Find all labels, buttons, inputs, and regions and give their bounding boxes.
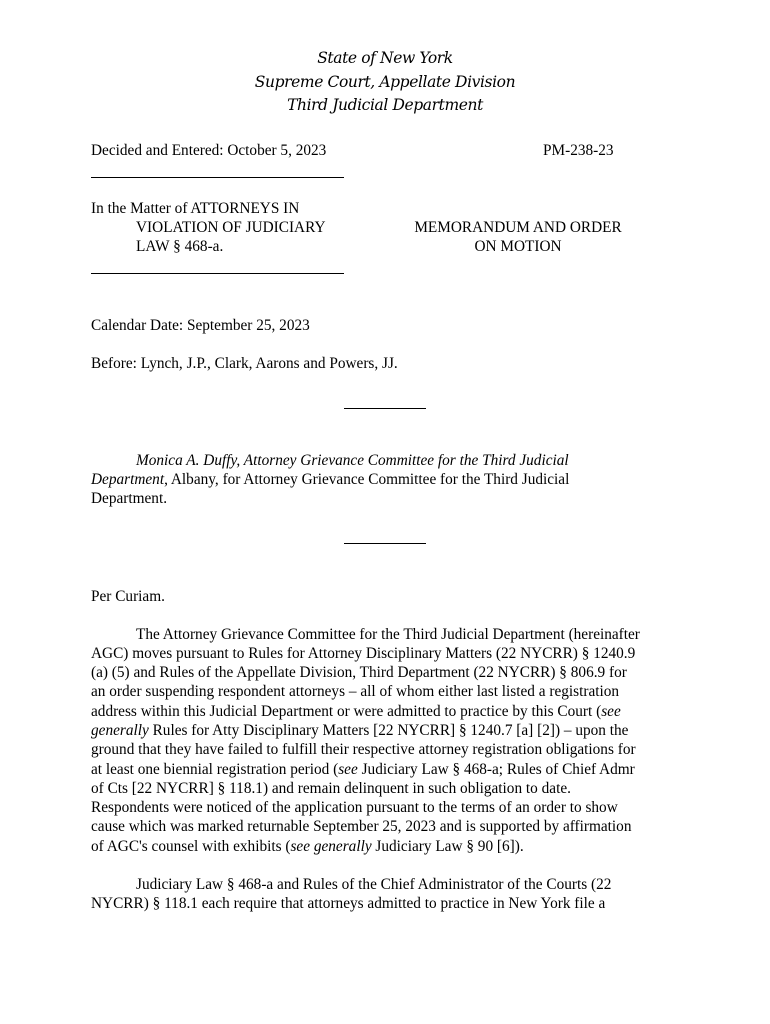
para1-line [91, 760, 635, 779]
court-division: Supreme Court, Appellate Division [254, 73, 516, 91]
para1-text: address within this Judicial Department or were admitted to practice by this Court ( [91, 703, 602, 720]
para1-line: of Cts [22 NYCRR] § 118.1) and remain delinquent in such obligation to date. [91, 780, 571, 797]
matter-caption-line1: In the Matter of ATTORNEYS IN [91, 200, 300, 217]
counsel-name: Monica A. Duffy, Attorney Grievance Committee for the Third Judicial [136, 452, 569, 469]
court-state: State of New York [317, 49, 453, 67]
counsel-department: Department [91, 471, 165, 488]
counsel-location: , Albany, for Attorney Grievance Committee for the Third Judicial [164, 471, 570, 488]
para1-signal: see generally [290, 838, 372, 855]
para1-line: AGC) moves pursuant to Rules for Attorney Disciplinary Matters (22 NYCRR) § 1240.9 [91, 645, 636, 662]
para1-line: The Attorney Grievance Committee for the Third Judicial Department (hereinafter [136, 626, 640, 643]
decided-entered: Decided and Entered: October 5, 2023 [91, 142, 327, 159]
calendar-date: Calendar Date: September 25, 2023 [91, 317, 310, 334]
para1-line [91, 721, 628, 740]
before-panel: Before: Lynch, J.P., Clark, Aarons and Powers, JJ. [91, 355, 398, 372]
para1-line [91, 702, 621, 721]
para1-line: (a) (5) and Rules of the Appellate Division, Third Department (22 NYCRR) § 806.9 for [91, 664, 627, 681]
court-department: Third Judicial Department [287, 96, 483, 114]
para1-text: Judiciary Law § 90 [6]). [371, 838, 524, 855]
para1-text: at least one biennial registration period ( [91, 761, 339, 778]
counsel-line3: Department. [91, 490, 168, 507]
counsel-line1 [136, 451, 569, 470]
para2-line: NYCRR) § 118.1 each require that attorneys admitted to practice in New York file a [91, 895, 606, 912]
para1-signal: see [338, 761, 358, 778]
para1-line: cause which was marked returnable September 25, 2023 and is supported by affirmation [91, 818, 632, 835]
para1-line: ground that they have failed to fulfill their respective attorney registration obligations for [91, 741, 636, 758]
short-separator [344, 408, 426, 409]
per-curiam: Per Curiam. [91, 588, 165, 605]
para1-text: Judiciary Law § 468-a; Rules of Chief Admr [357, 761, 635, 778]
memo-title-line1: MEMORANDUM AND ORDER [414, 219, 622, 236]
matter-caption-line2: VIOLATION OF JUDICIARY [136, 219, 326, 236]
memo-title-line2: ON MOTION [474, 238, 562, 255]
para1-signal: see [601, 703, 621, 720]
para1-text: Rules for Atty Disciplinary Matters [22 NYCRR] § 1240.7 [a] [2]) – upon the [148, 722, 629, 739]
para2-line: Judiciary Law § 468-a and Rules of the Chief Administrator of the Courts (22 [136, 876, 612, 893]
para1-line: Respondents were noticed of the application pursuant to the terms of an order to show [91, 799, 618, 816]
para1-signal: generally [91, 722, 149, 739]
para1-line: an order suspending respondent attorneys – all of whom either last listed a registration [91, 683, 620, 700]
separator-rule [91, 177, 344, 178]
para1-line [91, 837, 524, 856]
docket-number: PM-238-23 [543, 142, 614, 159]
matter-caption-line3: LAW § 468-a. [136, 238, 224, 255]
short-separator [344, 543, 426, 544]
separator-rule [91, 273, 344, 274]
para1-text: of AGC's counsel with exhibits ( [91, 838, 291, 855]
counsel-line2 [91, 470, 569, 489]
